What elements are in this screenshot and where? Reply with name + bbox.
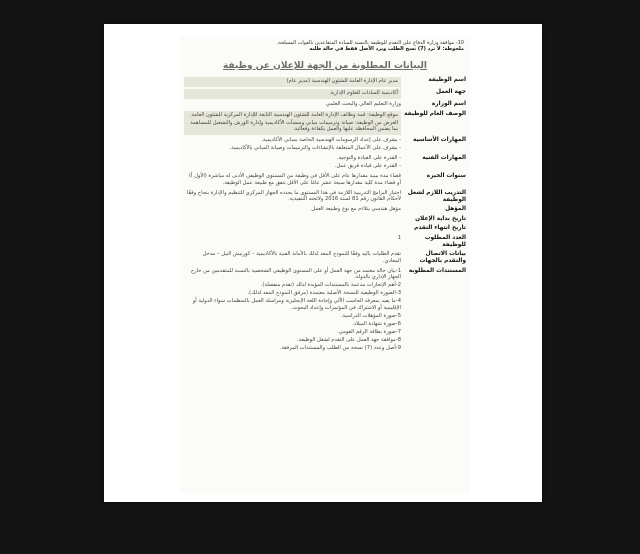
row-label: التدريب اللازم لشغل الوظيفة xyxy=(407,189,466,203)
row-value xyxy=(184,216,401,218)
row-label: اسم الوزارة xyxy=(431,100,466,107)
row-value-line: اجتياز البرامج التدريبية اللازمة في هذا المستوى ما يحدده الجهاز المركزي للتنظيم والإدارة بنجاح وفقًا لأحكام القانون رقم 81 لسنة 2016 ولائحته التنفيذية. xyxy=(186,189,401,203)
row-label: الوصف العام للوظيفة xyxy=(404,110,466,117)
row-value xyxy=(184,235,401,243)
table-row xyxy=(180,100,470,110)
row-value xyxy=(184,268,401,353)
table-row xyxy=(180,250,470,267)
table-row xyxy=(180,172,470,189)
row-value-line: موقع الوظيفة: قمة وظائف الإدارة العامة للشئون الهندسية التابعة للإدارة المركزية للشئون العامة. xyxy=(189,111,398,118)
row-value-line: 4-ما يفيد بمعرفة الحاسب الآلي وإجادة اللغة الإنجليزية ومراسلة العمل بالمنظمات سواء الدولية أو الإقليمية أو الاشتراك في المؤتمرات وإعداد البحوث. xyxy=(192,298,401,311)
row-value-line: - القدرة على القيادة والتوجيه. xyxy=(337,155,401,162)
row-label: بيانات الاتصال والتقدم بالجهات xyxy=(419,251,466,265)
table-row xyxy=(180,205,470,215)
row-value-line: 7-صورة بطاقة الرقم القومي. xyxy=(337,328,401,335)
table-row xyxy=(180,88,470,100)
row-value-line: أكاديمية السادات للعلوم الإدارية xyxy=(330,89,398,96)
row-value-line: وزارة التعليم العالي والبحث العلمي xyxy=(325,100,401,107)
row-value-line: 6-صورة شهادة الميلاد. xyxy=(352,320,401,327)
top-note-line: 10- موافقة وزارة الدفاع على التقدم للوظيفة بالنسبة للسادة المتقاعدين بالقوات المسلحة. xyxy=(276,40,464,46)
row-label: اسم الوظيفة xyxy=(428,76,466,83)
row-value xyxy=(184,225,401,227)
row-value-line: تقدم الطلبات باليد وفقًا للنموذج المعد لذلك بالأمانة الفنية بالأكاديمية – كورنيش النيل – مدخل المعادي. xyxy=(202,251,401,264)
table-row xyxy=(180,110,470,137)
row-label: تاريخ بداية الإعلان xyxy=(415,216,466,223)
row-value-line: مؤهل هندسي يتلاءم مع نوع وطبيعة العمل xyxy=(311,206,401,213)
row-value-line: 1 xyxy=(397,234,401,241)
row-value xyxy=(184,137,401,153)
top-note-warning: ملحوظة: لا ترد (7) نسخ الطلب ويرد الأصل فقط في حالة طلبه xyxy=(309,46,464,53)
row-label: تاريخ انتهاء التقدم xyxy=(414,225,466,232)
row-value-line: - القدرة على قيادة فريق عمل. xyxy=(334,163,401,170)
row-value xyxy=(184,206,401,214)
document-page xyxy=(180,37,470,493)
row-value-line: 5-صورة المؤهلات الدراسية. xyxy=(340,312,401,319)
row-label: المهارات الفنية xyxy=(422,155,466,162)
row-value-line: مدير عام الإدارة العامة للشئون الهندسية (مدير عام) xyxy=(286,77,398,84)
row-label: المستندات المطلوبة xyxy=(408,267,466,274)
table-row xyxy=(180,76,470,88)
table-row xyxy=(180,136,470,154)
row-value-line: 2-أهم الإنجازات مدعمة بالمستندات المؤيدة لذلك (تقدم منفصلة). xyxy=(260,282,401,289)
row-value xyxy=(184,111,401,136)
row-label: سنوات الخبرة xyxy=(426,173,466,180)
row-value-line: 9-أصل وعدد (7) نسخة من الطلب والمستندات المرفقة. xyxy=(279,344,401,351)
row-value xyxy=(184,77,401,87)
row-label: المؤهل xyxy=(445,206,466,213)
top-note xyxy=(180,37,470,53)
row-value-line: قضاء مدة بينية مقدارها عام على الأقل في وظيفة من المستوى الوظيفي الأدنى له مباشرة (الأول أ) أو قضاء مدة كلية مقدارها سبعة عشر عامًا على الأقل تتفق مع طبيعة عمل الوظيفة. xyxy=(188,173,401,186)
row-value-line: 8-موافقة جهة العمل على التقدم لشغل الوظيفة. xyxy=(296,336,401,343)
row-value xyxy=(184,101,401,109)
row-value-line: 3-الصورة الوظيفية للنسخة الأصلية معتمدة (مرفق النموذج المعد لذلك). xyxy=(247,290,401,297)
row-value xyxy=(184,173,401,188)
row-value xyxy=(184,251,401,266)
row-value-line: - يشرف على الأعمال المتعلقة بالإنشاءات والترميمات وصيانة المباني بالأكاديمية. xyxy=(229,145,401,152)
section-title: البيانات المطلوبة من الجهة للإعلان عن وظيفة xyxy=(222,60,428,71)
table-row xyxy=(180,154,470,172)
table-row xyxy=(180,267,470,354)
table-row xyxy=(180,189,470,206)
row-value xyxy=(184,155,401,171)
row-label: العدد المطلوب للوظيفة xyxy=(424,234,466,248)
row-value xyxy=(184,190,401,205)
table-row xyxy=(180,224,470,233)
table-row xyxy=(180,215,470,224)
row-value-line: الغرض من الوظيفة: صيانة وترميمات مباني ومنشآت الأكاديمية وإدارة الورش والتشغيل للمساهمة بما يضمن المحافظة عليها والعمل بكفاءة وفعالية. xyxy=(190,119,398,133)
info-table xyxy=(180,76,470,354)
row-label: جهة العمل xyxy=(435,88,466,95)
table-row xyxy=(180,234,470,250)
row-value-line: - يشرف على إعداد الرسومات الهندسية الخاصة بمباني الأكاديمية. xyxy=(261,137,401,144)
row-value-line: 1-بيان حالة معتمد من جهة العمل أو على المستوى الوظيفي الشخصية بالنسبة للمتقدمين من خارج الجهاز الإداري بالدولة. xyxy=(190,267,401,281)
row-value xyxy=(184,89,401,99)
row-label: المهارات الأساسية xyxy=(413,137,466,144)
